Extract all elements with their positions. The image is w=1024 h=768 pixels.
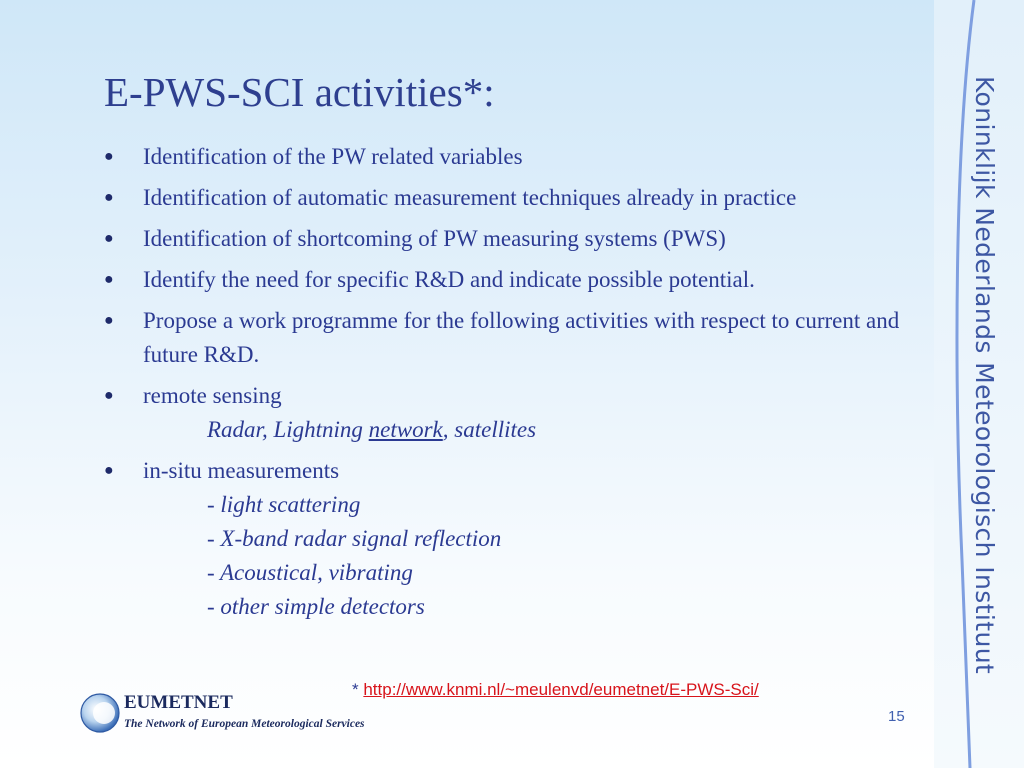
bullet-item — [104, 140, 934, 174]
bullet-item — [104, 222, 934, 256]
bullet-text: in-situ measurements — [143, 458, 340, 483]
bullet-icon: ● — [104, 148, 114, 165]
eumetnet-logo — [78, 688, 418, 738]
bullet-text: Identification of automatic measurement techniques already in practice — [143, 185, 797, 210]
bullet-icon: ● — [104, 230, 114, 247]
remote-sensing-detail — [143, 413, 934, 447]
in-situ-detail: - light scattering — [207, 492, 361, 517]
in-situ-detail: - Acoustical, vibrating — [207, 560, 413, 585]
slide-title: E-PWS-SCI activities*: — [104, 69, 495, 115]
bullet-item — [104, 304, 934, 372]
detail-text: , satellites — [442, 417, 537, 442]
bullet-item — [104, 454, 934, 624]
bullet-icon: ● — [104, 271, 114, 288]
bullet-icon: ● — [104, 462, 114, 479]
in-situ-detail: - other simple detectors — [207, 594, 425, 619]
logo-tagline: The Network of European Meteorological Services — [124, 718, 365, 730]
bullet-item — [104, 379, 934, 447]
bullet-list — [104, 140, 934, 631]
bullet-icon: ● — [104, 312, 114, 329]
bullet-text: Identification of shortcoming of PW measuring systems (PWS) — [143, 226, 726, 251]
bullet-text: remote sensing — [143, 383, 282, 408]
vertical-institute-caption: Koninklijk Nederlands Meteorologisch Instituut — [970, 76, 999, 675]
bullet-text: Identification of the PW related variables — [143, 144, 523, 169]
bullet-item — [104, 181, 934, 215]
in-situ-detail: - X-band radar signal reflection — [207, 526, 502, 551]
bullet-text: Propose a work programme for the following activities with respect to current and future R&D. — [143, 308, 900, 367]
page-number: 15 — [888, 708, 905, 725]
bullet-icon: ● — [104, 387, 114, 404]
bullet-icon: ● — [104, 189, 114, 206]
bullet-item — [104, 263, 934, 297]
detail-text: Radar, Lightning — [207, 417, 369, 442]
network-link[interactable]: network — [368, 417, 443, 442]
bullet-text: Identify the need for specific R&D and indicate possible potential. — [143, 267, 755, 292]
eumetnet-globe-icon — [78, 688, 128, 738]
footnote-link[interactable]: http://www.knmi.nl/~meulenvd/eumetnet/E-PWS-Sci/ — [363, 680, 759, 699]
footnote-marker: * — [352, 680, 364, 699]
logo-name: EUMETNET — [124, 692, 233, 713]
